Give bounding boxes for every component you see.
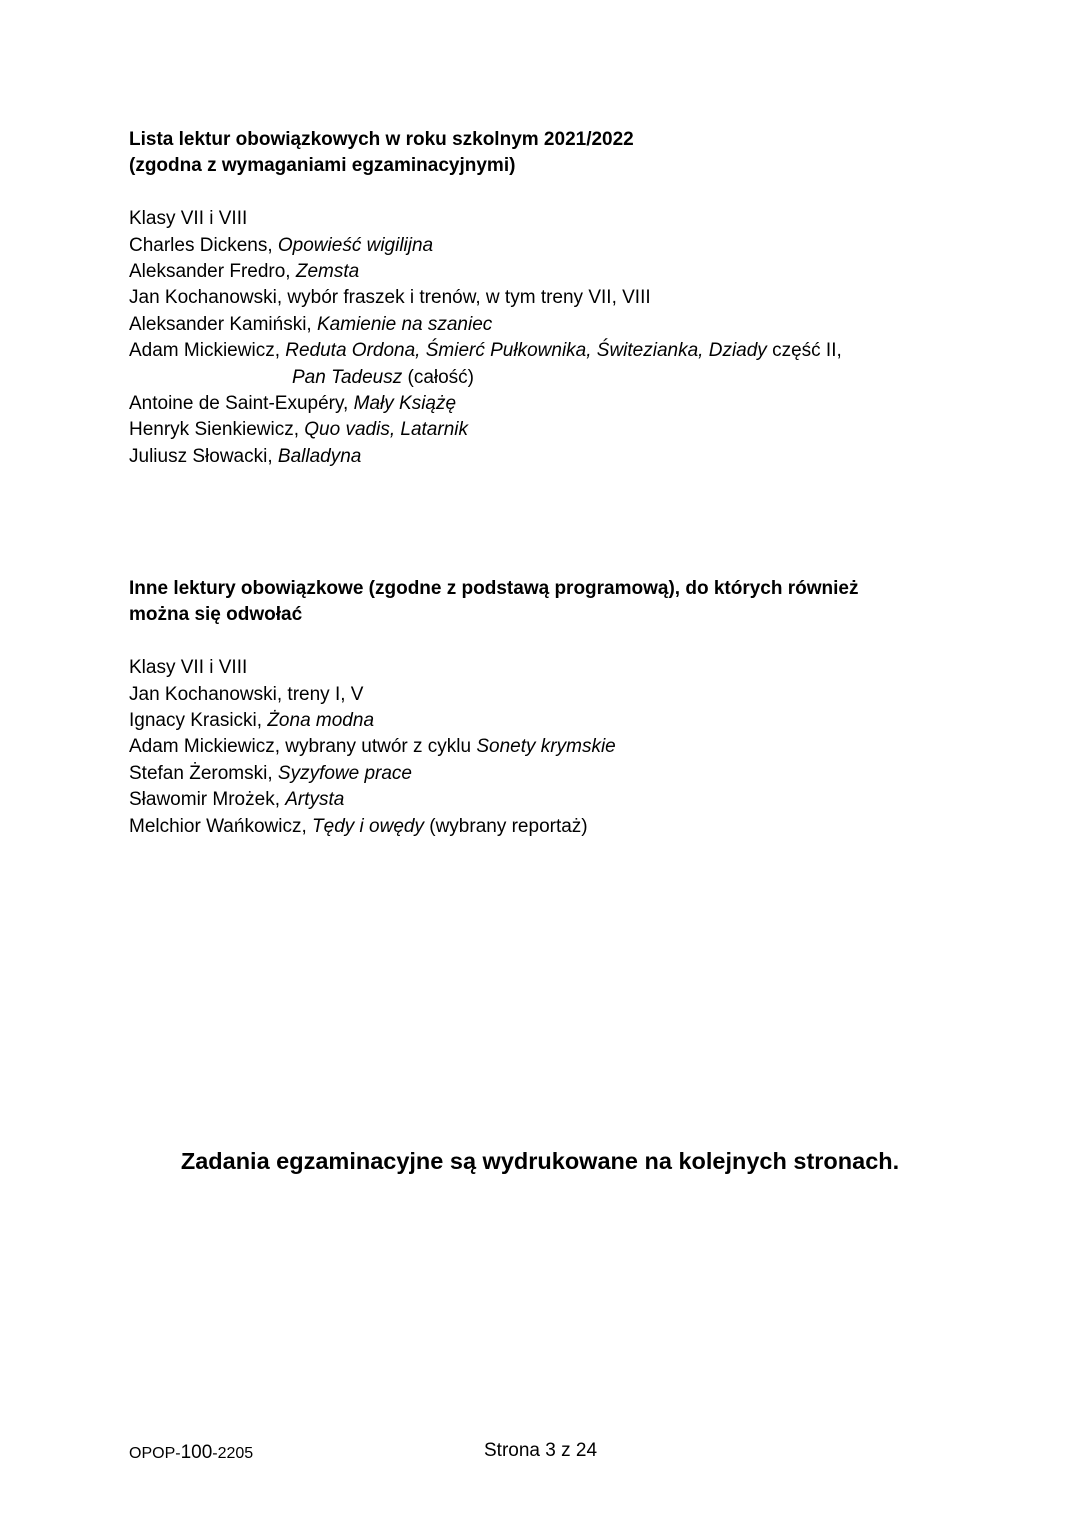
author-text: Klasy VII i VIII bbox=[129, 657, 248, 679]
author-text: Adam Mickiewicz, wybrany utwór z cyklu bbox=[129, 736, 477, 758]
author-text: Antoine de Saint-Exupéry, bbox=[129, 393, 354, 415]
final-note-text: Zadania egzaminacyjne są wydrukowane na kolejnych stronach. bbox=[180, 1148, 900, 1174]
title-text: Żona modna bbox=[267, 710, 375, 732]
code-prefix: OPOP- bbox=[129, 1445, 181, 1462]
author-text: część II, bbox=[766, 340, 842, 362]
title-text: Artysta bbox=[285, 789, 345, 811]
class-label bbox=[129, 206, 842, 232]
final-note bbox=[0, 1148, 1080, 1175]
reading-item bbox=[129, 285, 842, 311]
page-number: Strona 3 z 24 bbox=[484, 1440, 598, 1461]
author-text: Jan Kochanowski, treny I, V bbox=[129, 683, 364, 705]
reading-item bbox=[129, 391, 842, 417]
author-text: Juliusz Słowacki, bbox=[129, 445, 278, 467]
reading-item bbox=[129, 682, 858, 708]
section-heading: (zgodna z wymaganiami egzaminacyjnymi) bbox=[129, 155, 516, 177]
reading-item bbox=[129, 734, 858, 760]
reading-item bbox=[129, 338, 842, 364]
author-text: Aleksander Kamiński, bbox=[129, 313, 317, 335]
author-text: Klasy VII i VIII bbox=[129, 208, 248, 230]
reading-item bbox=[129, 417, 842, 443]
title-text: Opowieść wigilijna bbox=[277, 234, 434, 256]
title-text: Pan Tadeusz bbox=[292, 366, 403, 388]
author-text: Sławomir Mrożek, bbox=[129, 789, 286, 811]
code-mid: 100 bbox=[180, 1442, 213, 1463]
title-text: Mały Książę bbox=[353, 393, 457, 415]
title-text: Zemsta bbox=[295, 261, 360, 283]
section-mandatory-readings bbox=[129, 127, 842, 470]
title-text: Sonety krymskie bbox=[476, 736, 616, 758]
section-heading: można się odwołać bbox=[129, 604, 303, 626]
title-text: Reduta Ordona, Śmierć Pułkownika, Świtezianka, Dziady bbox=[285, 340, 767, 362]
code-suffix: -2205 bbox=[212, 1445, 254, 1462]
author-text: Aleksander Fredro, bbox=[129, 261, 296, 283]
author-text: Charles Dickens, bbox=[129, 234, 278, 256]
reading-item bbox=[129, 259, 842, 285]
author-text: (wybrany reportaż) bbox=[423, 815, 588, 837]
title-text: Kamienie na szaniec bbox=[316, 313, 493, 335]
author-text: Ignacy Krasicki, bbox=[129, 710, 268, 732]
reading-item bbox=[129, 708, 858, 734]
reading-item bbox=[129, 233, 842, 259]
author-text: Stefan Żeromski, bbox=[129, 762, 278, 784]
author-text: (całość) bbox=[402, 366, 475, 388]
class-label bbox=[129, 655, 858, 681]
spacer bbox=[129, 629, 858, 655]
reading-item bbox=[129, 787, 858, 813]
reading-item bbox=[129, 312, 842, 338]
title-text: Syzyfowe prace bbox=[277, 762, 413, 784]
author-text: Jan Kochanowski, wybór fraszek i trenów, w tym treny VII, VIII bbox=[129, 287, 651, 309]
author-text: Henryk Sienkiewicz, bbox=[129, 419, 305, 441]
reading-item bbox=[129, 444, 842, 470]
author-text: Adam Mickiewicz, bbox=[129, 340, 286, 362]
title-text: Balladyna bbox=[277, 445, 362, 467]
exam-code bbox=[129, 1442, 253, 1464]
section-heading: Inne lektury obowiązkowe (zgodne z podstawą programową), do których również bbox=[129, 578, 859, 599]
reading-item bbox=[129, 814, 858, 840]
section-other-readings bbox=[129, 576, 858, 840]
title-text: Tędy i owędy bbox=[312, 815, 424, 837]
section-heading: Lista lektur obowiązkowych w roku szkolnym 2021/2022 bbox=[129, 129, 634, 150]
reading-item bbox=[129, 761, 858, 787]
reading-item bbox=[129, 365, 842, 391]
title-text: Quo vadis, Latarnik bbox=[304, 419, 468, 441]
author-text: Melchior Wańkowicz, bbox=[129, 815, 313, 837]
spacer bbox=[129, 180, 842, 206]
